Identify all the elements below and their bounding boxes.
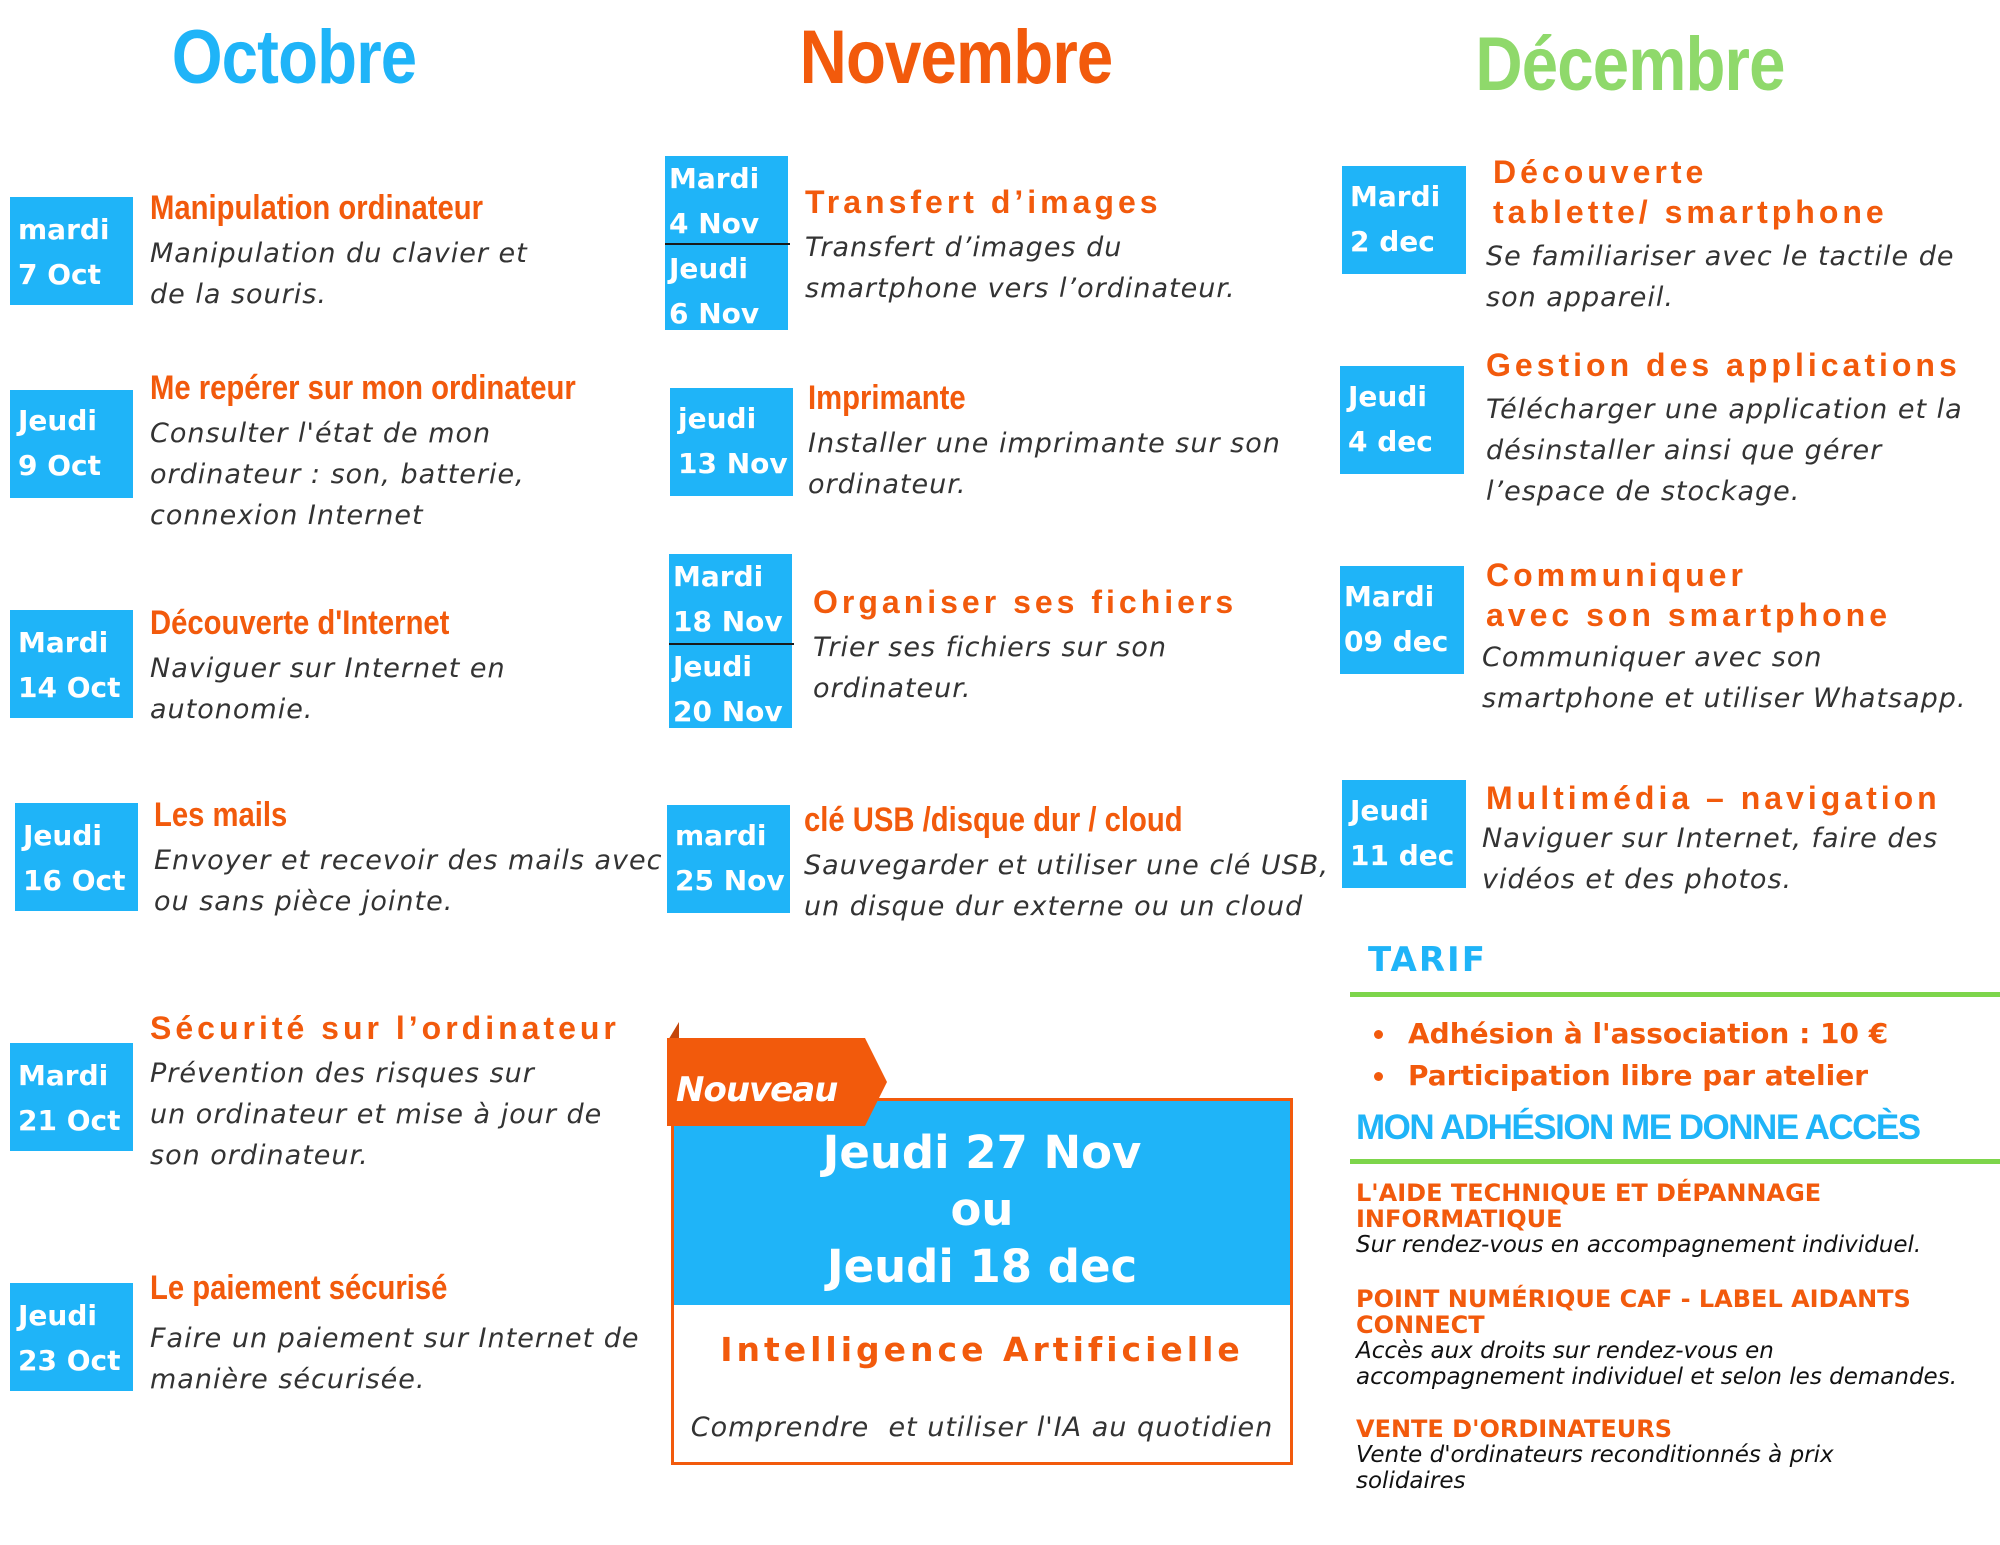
date-box xyxy=(1340,566,1464,674)
access-section-description: Vente d'ordinateurs reconditionnés à prix solidaires xyxy=(1356,1442,1834,1494)
date-box xyxy=(10,197,133,305)
date-number: 09 dec xyxy=(1344,625,1449,658)
date-box xyxy=(667,805,790,913)
event-title: Communiquer avec son smartphone xyxy=(1486,557,1891,633)
new-event-date-or: ou xyxy=(950,1183,1014,1236)
event-description: Installer une imprimante sur son ordinateur. xyxy=(808,428,1281,500)
event-title: Organiser ses fichiers xyxy=(813,584,1238,620)
date-day: Jeudi xyxy=(669,252,748,285)
date-day: Jeudi xyxy=(23,819,102,852)
date-number: 25 Nov xyxy=(675,864,785,897)
date-number: 18 Nov xyxy=(673,605,783,638)
date-day: Jeudi xyxy=(1350,794,1429,827)
date-day: mardi xyxy=(675,819,767,852)
event-title: Transfert d’images xyxy=(805,184,1162,220)
date-day: Mardi xyxy=(1350,180,1441,213)
new-event-dates xyxy=(674,1124,1290,1295)
event-title: Me repérer sur mon ordinateur xyxy=(150,369,576,407)
date-number: 4 Nov xyxy=(669,207,760,240)
event-description: Se familiariser avec le tactile de son appareil. xyxy=(1486,241,1955,313)
date-box xyxy=(10,610,133,718)
date-day: Mardi xyxy=(1344,580,1435,613)
event-title: Gestion des applications xyxy=(1486,347,1961,383)
access-title: MON ADHÉSION ME DONNE ACCÈS xyxy=(1356,1108,1920,1147)
date-box xyxy=(1340,366,1464,474)
date-day: Mardi xyxy=(18,1059,109,1092)
event-description: Sauvegarder et utiliser une clé USB, un disque dur externe ou un cloud xyxy=(804,850,1329,922)
event-description: Prévention des risques sur un ordinateur et mise à jour de son ordinateur. xyxy=(150,1058,603,1171)
date-box xyxy=(1342,166,1466,274)
event-title: Les mails xyxy=(154,796,288,834)
date-number: 14 Oct xyxy=(18,671,121,704)
access-section-description: Accès aux droits sur rendez-vous en accompagnement individuel et selon les demandes. xyxy=(1356,1338,1957,1390)
date-number: 20 Nov xyxy=(673,695,783,728)
event-description: Consulter l'état de mon ordinateur : son, batterie, connexion Internet xyxy=(150,418,525,531)
new-event-date-line: Jeudi 27 Nov xyxy=(822,1126,1142,1179)
event-title: Multimédia – navigation xyxy=(1486,780,1941,816)
access-section-description: Sur rendez-vous en accompagnement individuel. xyxy=(1356,1232,1922,1258)
date-number: 6 Nov xyxy=(669,297,760,330)
date-day: Jeudi xyxy=(1348,380,1427,413)
date-day: jeudi xyxy=(678,402,757,435)
date-divider xyxy=(669,643,794,645)
event-description: Trier ses fichiers sur son ordinateur. xyxy=(813,632,1168,704)
date-day: Jeudi xyxy=(18,404,97,437)
access-section xyxy=(1356,1286,1996,1390)
date-number: 23 Oct xyxy=(18,1344,121,1377)
new-event-description: Comprendre et utiliser l'IA au quotidien xyxy=(690,1412,1274,1443)
date-number: 9 Oct xyxy=(18,449,102,482)
date-number: 11 dec xyxy=(1350,839,1455,872)
tarif-title: TARIF xyxy=(1368,940,1487,980)
access-section-title: L'AIDE TECHNIQUE ET DÉPANNAGE INFORMATIQUE xyxy=(1356,1179,1822,1233)
tarif-list xyxy=(1368,1013,1888,1097)
date-day: mardi xyxy=(18,213,110,246)
event-title: clé USB /disque dur / cloud xyxy=(804,801,1183,839)
access-section-title: POINT NUMÉRIQUE CAF - LABEL AIDANTS CONNECT xyxy=(1356,1285,1911,1339)
month-title-december: Décembre xyxy=(1475,22,1785,107)
date-divider xyxy=(665,243,790,245)
event-description: Télécharger une application et la désinstaller ainsi que gérer l’espace de stockage. xyxy=(1486,394,1963,507)
date-number: 4 dec xyxy=(1348,425,1433,458)
date-box xyxy=(15,803,138,911)
date-box xyxy=(1342,780,1466,888)
access-section-title: VENTE D'ORDINATEURS xyxy=(1356,1415,1672,1443)
date-box xyxy=(10,1043,133,1151)
event-description: Naviguer sur Internet, faire des vidéos et des photos. xyxy=(1482,823,1939,895)
event-title: Le paiement sécurisé xyxy=(150,1269,448,1307)
date-number: 2 dec xyxy=(1350,225,1435,258)
tarif-item: Adhésion à l'association : 10 € xyxy=(1368,1013,1888,1055)
date-number: 13 Nov xyxy=(678,447,788,480)
access-divider xyxy=(1350,1159,2000,1164)
date-day: Jeudi xyxy=(673,650,752,683)
event-description: Communiquer avec son smartphone et utiliser Whatsapp. xyxy=(1482,642,1967,714)
date-box xyxy=(665,156,788,330)
date-day: Mardi xyxy=(669,162,760,195)
tarif-divider xyxy=(1350,992,2000,997)
event-description: Faire un paiement sur Internet de manière sécurisée. xyxy=(150,1323,640,1395)
new-event-title: Intelligence Artificielle xyxy=(720,1330,1244,1369)
new-badge-label: Nouveau xyxy=(676,1070,838,1110)
event-title: Découverte tablette/ smartphone xyxy=(1493,154,1888,230)
date-day: Jeudi xyxy=(18,1299,97,1332)
event-description: Manipulation du clavier et de la souris. xyxy=(150,238,528,310)
date-number: 7 Oct xyxy=(18,258,102,291)
date-number: 16 Oct xyxy=(23,864,126,897)
event-description: Transfert d’images du smartphone vers l’ordinateur. xyxy=(805,232,1236,304)
month-title-november: Novembre xyxy=(799,15,1113,100)
date-box xyxy=(10,1283,133,1391)
date-box xyxy=(10,390,133,498)
date-day: Mardi xyxy=(18,626,109,659)
event-title: Imprimante xyxy=(808,379,966,417)
event-description: Envoyer et recevoir des mails avec ou sans pièce jointe. xyxy=(154,845,663,917)
tarif-item: Participation libre par atelier xyxy=(1368,1055,1888,1097)
event-title: Découverte d'Internet xyxy=(150,604,450,642)
date-day: Mardi xyxy=(673,560,764,593)
event-title: Sécurité sur l’ordinateur xyxy=(150,1010,620,1046)
event-title: Manipulation ordinateur xyxy=(150,189,484,227)
date-number: 21 Oct xyxy=(18,1104,121,1137)
access-section xyxy=(1356,1180,1996,1258)
date-box xyxy=(669,554,792,728)
new-event-date-line: Jeudi 18 dec xyxy=(826,1240,1138,1293)
month-title-october: Octobre xyxy=(171,15,417,100)
event-description: Naviguer sur Internet en autonomie. xyxy=(150,653,506,725)
access-section xyxy=(1356,1416,1996,1494)
date-box xyxy=(670,388,793,496)
